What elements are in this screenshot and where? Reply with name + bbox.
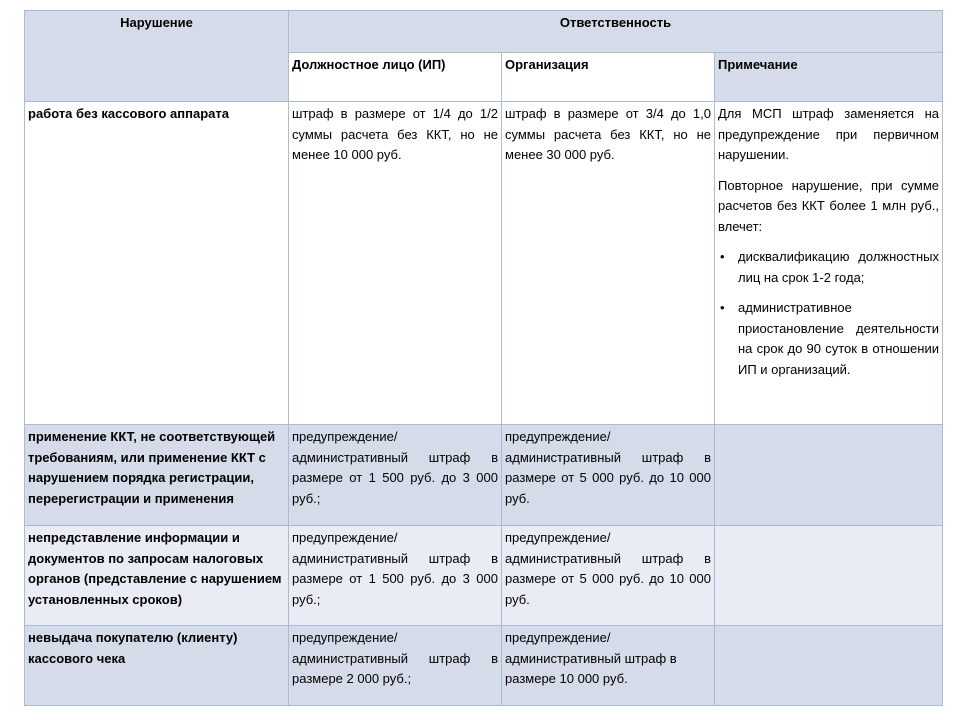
bullet-icon: •: [720, 249, 725, 264]
violation-cell: работа без кассового аппарата: [25, 102, 289, 425]
penalties-table: [24, 10, 943, 706]
organization-penalty-cell: штраф в размере от 3/4 до 1,0 суммы расчета без ККТ, но не менее 30 000 руб.: [502, 102, 715, 425]
violation-cell: непредставление информации и документов по запросам налоговых органов (представление с нарушением установленных сроков): [25, 526, 289, 626]
header-official: Должностное лицо (ИП): [289, 52, 502, 101]
bullet-icon: •: [720, 300, 725, 315]
note-paragraph: Для МСП штраф заменяется на предупреждение при первичном нарушении.: [718, 106, 939, 162]
header-row: [25, 11, 943, 53]
table-row: [25, 425, 943, 526]
violation-cell: невыдача покупателю (клиенту) кассового чека: [25, 626, 289, 706]
list-item: • дисквалификацию должностных лиц на срок 1-2 года;: [720, 249, 939, 285]
official-penalty-cell: предупреждение/ административный штраф в размере 2 000 руб.;: [289, 626, 502, 706]
official-penalty-cell: штраф в размере от 1/4 до 1/2 суммы расчета без ККТ, но не менее 10 000 руб.: [289, 102, 502, 425]
header-responsibility: Ответственность: [289, 11, 943, 53]
table-row: [25, 102, 943, 425]
header-organization: Организация: [502, 52, 715, 101]
organization-penalty-cell: предупреждение/ административный штраф в размере от 5 000 руб. до 10 000 руб.: [502, 526, 715, 626]
table-row: [25, 526, 943, 626]
note-paragraph: Повторное нарушение, при сумме расчетов без ККТ более 1 млн руб., влечет:: [718, 177, 939, 234]
violation-cell: применение ККТ, не соответствующей требованиям, или применение ККТ с нарушением порядка регистрации, перерегистрации и применения: [25, 425, 289, 526]
official-penalty-cell: предупреждение/ административный штраф в размере от 1 500 руб. до 3 000 руб.;: [289, 425, 502, 526]
header-violation: Нарушение: [25, 11, 289, 102]
table-row: [25, 626, 943, 706]
organization-penalty-cell: предупреждение/ административный штраф в размере от 5 000 руб. до 10 000 руб.: [502, 425, 715, 526]
official-penalty-cell: предупреждение/ административный штраф в размере от 1 500 руб. до 3 000 руб.;: [289, 526, 502, 626]
list-item: • административное приостановление деятельности на срок до 90 суток в отношении ИП и организаций.: [720, 300, 939, 377]
note-bullet-list: [718, 247, 939, 380]
note-cell: [715, 102, 943, 425]
header-note: Примечание: [715, 52, 943, 101]
note-cell: [715, 526, 943, 626]
organization-penalty-cell: предупреждение/ административный штраф в размере 10 000 руб.: [502, 626, 715, 706]
note-cell: [715, 626, 943, 706]
note-cell: [715, 425, 943, 526]
